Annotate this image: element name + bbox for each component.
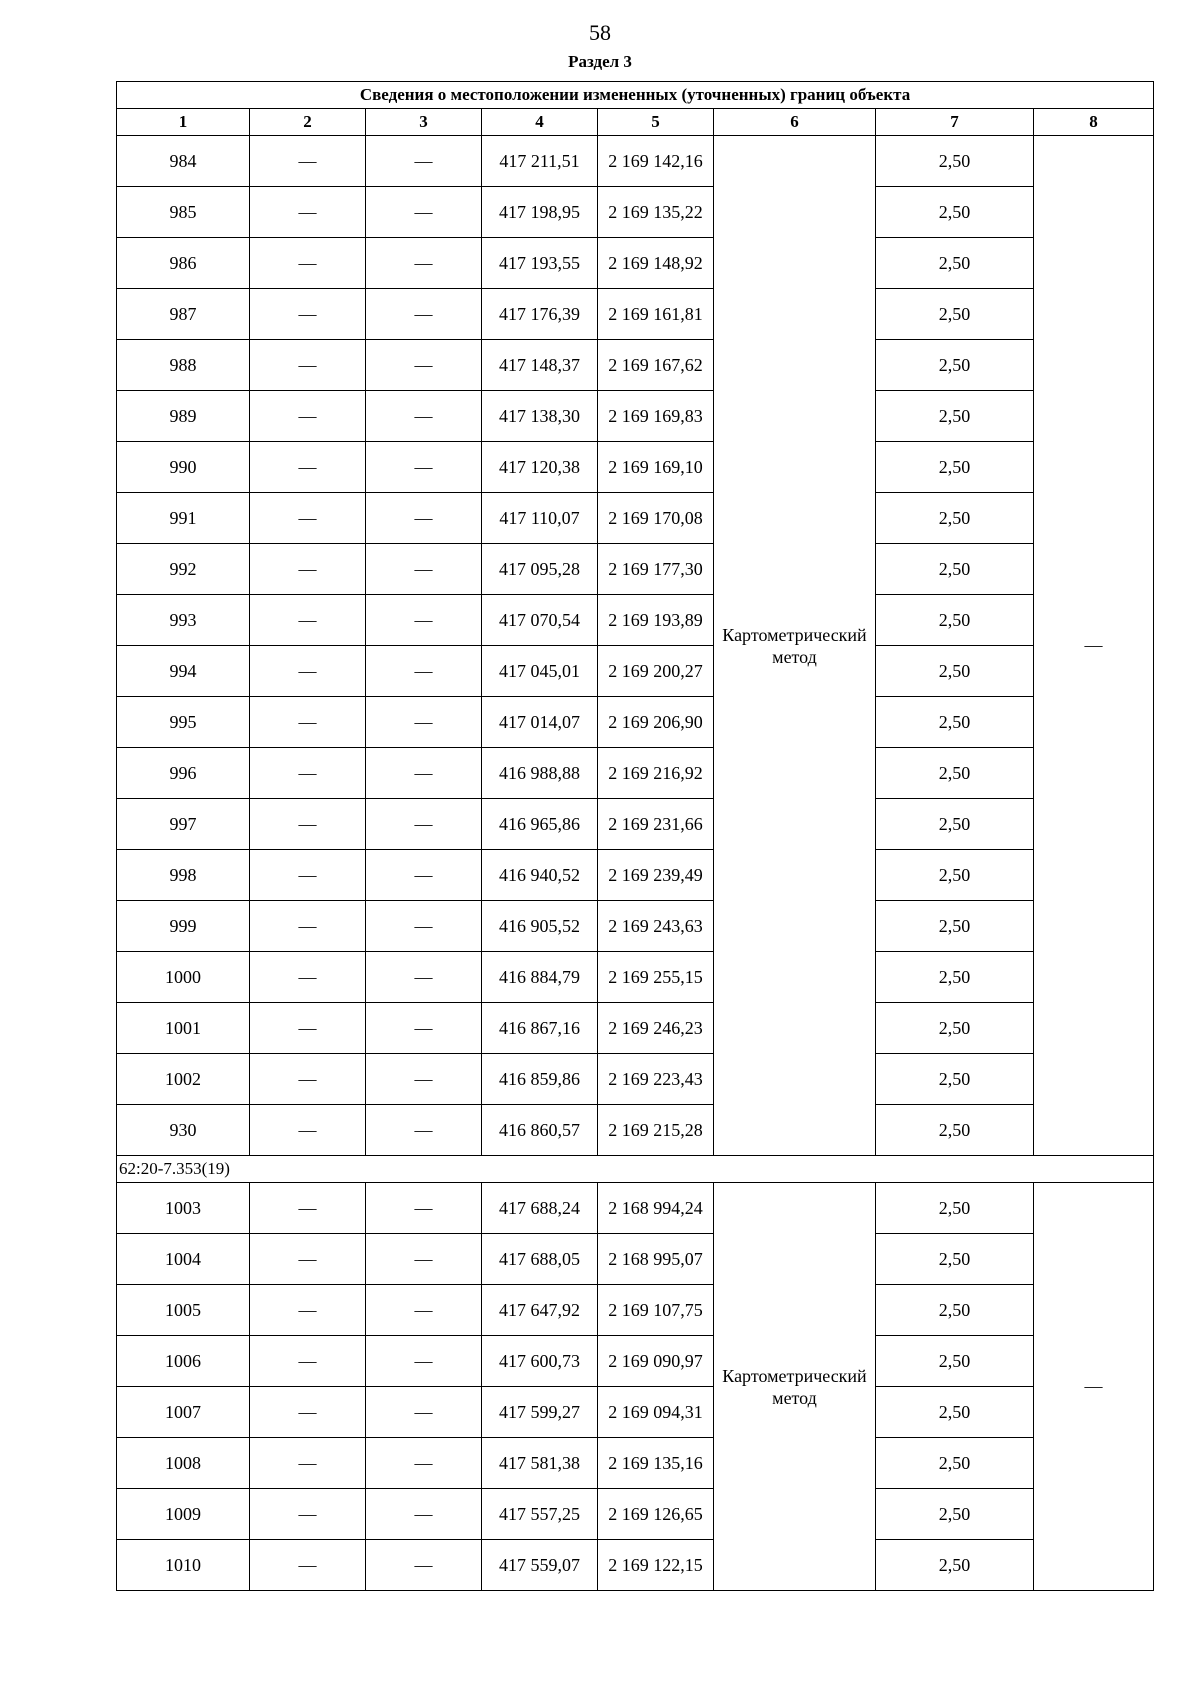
table-row <box>117 646 1154 697</box>
column-2-cell: — <box>250 1003 366 1054</box>
point-number-cell: 988 <box>117 340 250 391</box>
table-row <box>117 799 1154 850</box>
y-coordinate-cell: 2 169 223,43 <box>598 1054 714 1105</box>
column-2-cell: — <box>250 595 366 646</box>
x-coordinate-cell: 417 688,05 <box>482 1234 598 1285</box>
x-coordinate-cell: 417 599,27 <box>482 1387 598 1438</box>
column-3-cell: — <box>366 1105 482 1156</box>
point-number-cell: 997 <box>117 799 250 850</box>
point-number-cell: 1004 <box>117 1234 250 1285</box>
accuracy-cell: 2,50 <box>876 136 1034 187</box>
accuracy-cell: 2,50 <box>876 238 1034 289</box>
point-number-cell: 1002 <box>117 1054 250 1105</box>
table-row <box>117 391 1154 442</box>
x-coordinate-cell: 417 176,39 <box>482 289 598 340</box>
group-row <box>117 1156 1154 1183</box>
point-number-cell: 1009 <box>117 1489 250 1540</box>
table-row <box>117 1054 1154 1105</box>
point-number-cell: 1008 <box>117 1438 250 1489</box>
accuracy-cell: 2,50 <box>876 1003 1034 1054</box>
point-number-cell: 994 <box>117 646 250 697</box>
column-2-cell: — <box>250 1054 366 1105</box>
y-coordinate-cell: 2 169 200,27 <box>598 646 714 697</box>
table-row <box>117 289 1154 340</box>
column-2-cell: — <box>250 1105 366 1156</box>
y-coordinate-cell: 2 169 148,92 <box>598 238 714 289</box>
table-row <box>117 1489 1154 1540</box>
x-coordinate-cell: 417 070,54 <box>482 595 598 646</box>
accuracy-cell: 2,50 <box>876 289 1034 340</box>
column-2-cell: — <box>250 238 366 289</box>
y-coordinate-cell: 2 169 107,75 <box>598 1285 714 1336</box>
column-2-cell: — <box>250 1387 366 1438</box>
x-coordinate-cell: 417 559,07 <box>482 1540 598 1591</box>
point-number-cell: 998 <box>117 850 250 901</box>
x-coordinate-cell: 417 095,28 <box>482 544 598 595</box>
accuracy-cell: 2,50 <box>876 1489 1034 1540</box>
column-2-cell: — <box>250 850 366 901</box>
x-coordinate-cell: 417 688,24 <box>482 1183 598 1234</box>
x-coordinate-cell: 417 193,55 <box>482 238 598 289</box>
column-number-1: 1 <box>117 109 250 136</box>
table-row <box>117 442 1154 493</box>
column-number-8: 8 <box>1034 109 1154 136</box>
y-coordinate-cell: 2 169 206,90 <box>598 697 714 748</box>
column-3-cell: — <box>366 595 482 646</box>
y-coordinate-cell: 2 169 122,15 <box>598 1540 714 1591</box>
x-coordinate-cell: 417 581,38 <box>482 1438 598 1489</box>
column-2-cell: — <box>250 187 366 238</box>
y-coordinate-cell: 2 169 167,62 <box>598 340 714 391</box>
y-coordinate-cell: 2 169 255,15 <box>598 952 714 1003</box>
column-3-cell: — <box>366 187 482 238</box>
table-row <box>117 187 1154 238</box>
table-row <box>117 493 1154 544</box>
point-number-cell: 992 <box>117 544 250 595</box>
point-number-cell: 1001 <box>117 1003 250 1054</box>
point-number-cell: 984 <box>117 136 250 187</box>
column-2-cell: — <box>250 1234 366 1285</box>
x-coordinate-cell: 417 045,01 <box>482 646 598 697</box>
accuracy-cell: 2,50 <box>876 1285 1034 1336</box>
column-3-cell: — <box>366 1183 482 1234</box>
accuracy-cell: 2,50 <box>876 493 1034 544</box>
y-coordinate-cell: 2 169 090,97 <box>598 1336 714 1387</box>
column-3-cell: — <box>366 136 482 187</box>
x-coordinate-cell: 416 859,86 <box>482 1054 598 1105</box>
y-coordinate-cell: 2 169 246,23 <box>598 1003 714 1054</box>
column-3-cell: — <box>366 544 482 595</box>
table-body <box>117 136 1154 1591</box>
table-row <box>117 901 1154 952</box>
point-number-cell: 1005 <box>117 1285 250 1336</box>
column-2-cell: — <box>250 1285 366 1336</box>
method-cell: Картометрический метод <box>714 1183 876 1591</box>
y-coordinate-cell: 2 169 216,92 <box>598 748 714 799</box>
point-number-cell: 990 <box>117 442 250 493</box>
point-number-cell: 986 <box>117 238 250 289</box>
accuracy-cell: 2,50 <box>876 748 1034 799</box>
column-2-cell: — <box>250 1438 366 1489</box>
y-coordinate-cell: 2 169 231,66 <box>598 799 714 850</box>
point-number-cell: 1010 <box>117 1540 250 1591</box>
column-2-cell: — <box>250 646 366 697</box>
point-number-cell: 1000 <box>117 952 250 1003</box>
point-number-cell: 987 <box>117 289 250 340</box>
accuracy-cell: 2,50 <box>876 1183 1034 1234</box>
column-3-cell: — <box>366 340 482 391</box>
accuracy-cell: 2,50 <box>876 697 1034 748</box>
column-3-cell: — <box>366 289 482 340</box>
y-coordinate-cell: 2 169 126,65 <box>598 1489 714 1540</box>
section-title: Раздел 3 <box>568 52 632 71</box>
accuracy-cell: 2,50 <box>876 1438 1034 1489</box>
y-coordinate-cell: 2 169 135,22 <box>598 187 714 238</box>
column-2-cell: — <box>250 1489 366 1540</box>
point-number-cell: 1006 <box>117 1336 250 1387</box>
table-row <box>117 340 1154 391</box>
point-number-cell: 993 <box>117 595 250 646</box>
column-2-cell: — <box>250 391 366 442</box>
x-coordinate-cell: 417 198,95 <box>482 187 598 238</box>
x-coordinate-cell: 417 557,25 <box>482 1489 598 1540</box>
x-coordinate-cell: 416 860,57 <box>482 1105 598 1156</box>
y-coordinate-cell: 2 169 215,28 <box>598 1105 714 1156</box>
column-2-cell: — <box>250 1183 366 1234</box>
column-3-cell: — <box>366 1234 482 1285</box>
table-row <box>117 697 1154 748</box>
x-coordinate-cell: 416 965,86 <box>482 799 598 850</box>
column-number-6: 6 <box>714 109 876 136</box>
x-coordinate-cell: 417 110,07 <box>482 493 598 544</box>
accuracy-cell: 2,50 <box>876 1234 1034 1285</box>
column-3-cell: — <box>366 850 482 901</box>
table-row <box>117 1438 1154 1489</box>
column-3-cell: — <box>366 646 482 697</box>
accuracy-cell: 2,50 <box>876 595 1034 646</box>
table-row <box>117 748 1154 799</box>
column-2-cell: — <box>250 901 366 952</box>
y-coordinate-cell: 2 169 170,08 <box>598 493 714 544</box>
table-row <box>117 1387 1154 1438</box>
x-coordinate-cell: 416 940,52 <box>482 850 598 901</box>
accuracy-cell: 2,50 <box>876 1336 1034 1387</box>
column-2-cell: — <box>250 442 366 493</box>
column-2-cell: — <box>250 952 366 1003</box>
column-2-cell: — <box>250 493 366 544</box>
column-3-cell: — <box>366 901 482 952</box>
y-coordinate-cell: 2 169 243,63 <box>598 901 714 952</box>
table-row <box>117 1183 1154 1234</box>
column-3-cell: — <box>366 1003 482 1054</box>
accuracy-cell: 2,50 <box>876 544 1034 595</box>
accuracy-cell: 2,50 <box>876 1387 1034 1438</box>
column-2-cell: — <box>250 136 366 187</box>
accuracy-cell: 2,50 <box>876 850 1034 901</box>
column-3-cell: — <box>366 1540 482 1591</box>
column-number-5: 5 <box>598 109 714 136</box>
table-row <box>117 850 1154 901</box>
column-number-4: 4 <box>482 109 598 136</box>
table-row <box>117 1285 1154 1336</box>
column-8-cell: — <box>1034 1183 1154 1591</box>
y-coordinate-cell: 2 169 177,30 <box>598 544 714 595</box>
y-coordinate-cell: 2 168 994,24 <box>598 1183 714 1234</box>
table-row <box>117 1540 1154 1591</box>
column-3-cell: — <box>366 1489 482 1540</box>
accuracy-cell: 2,50 <box>876 340 1034 391</box>
table-row <box>117 1336 1154 1387</box>
x-coordinate-cell: 417 647,92 <box>482 1285 598 1336</box>
point-number-cell: 1007 <box>117 1387 250 1438</box>
point-number-cell: 996 <box>117 748 250 799</box>
table-row <box>117 595 1154 646</box>
accuracy-cell: 2,50 <box>876 952 1034 1003</box>
column-3-cell: — <box>366 952 482 1003</box>
point-number-cell: 985 <box>117 187 250 238</box>
x-coordinate-cell: 417 211,51 <box>482 136 598 187</box>
column-2-cell: — <box>250 1540 366 1591</box>
page-number: 58 <box>589 20 611 45</box>
table-row <box>117 952 1154 1003</box>
y-coordinate-cell: 2 169 135,16 <box>598 1438 714 1489</box>
column-2-cell: — <box>250 340 366 391</box>
x-coordinate-cell: 416 867,16 <box>482 1003 598 1054</box>
column-2-cell: — <box>250 289 366 340</box>
column-3-cell: — <box>366 1336 482 1387</box>
y-coordinate-cell: 2 169 239,49 <box>598 850 714 901</box>
column-2-cell: — <box>250 697 366 748</box>
y-coordinate-cell: 2 169 169,83 <box>598 391 714 442</box>
point-number-cell: 1003 <box>117 1183 250 1234</box>
coordinates-table <box>116 81 1154 1591</box>
column-3-cell: — <box>366 442 482 493</box>
accuracy-cell: 2,50 <box>876 1054 1034 1105</box>
column-2-cell: — <box>250 1336 366 1387</box>
accuracy-cell: 2,50 <box>876 187 1034 238</box>
column-number-3: 3 <box>366 109 482 136</box>
column-8-cell: — <box>1034 136 1154 1156</box>
table-row <box>117 1003 1154 1054</box>
accuracy-cell: 2,50 <box>876 901 1034 952</box>
x-coordinate-cell: 417 600,73 <box>482 1336 598 1387</box>
column-3-cell: — <box>366 1054 482 1105</box>
x-coordinate-cell: 417 120,38 <box>482 442 598 493</box>
column-number-row <box>117 109 1154 136</box>
method-cell: Картометрический метод <box>714 136 876 1156</box>
column-3-cell: — <box>366 799 482 850</box>
accuracy-cell: 2,50 <box>876 442 1034 493</box>
column-3-cell: — <box>366 1387 482 1438</box>
column-3-cell: — <box>366 238 482 289</box>
column-3-cell: — <box>366 1438 482 1489</box>
point-number-cell: 999 <box>117 901 250 952</box>
y-coordinate-cell: 2 169 193,89 <box>598 595 714 646</box>
column-2-cell: — <box>250 799 366 850</box>
x-coordinate-cell: 416 884,79 <box>482 952 598 1003</box>
y-coordinate-cell: 2 169 169,10 <box>598 442 714 493</box>
table-row <box>117 136 1154 187</box>
accuracy-cell: 2,50 <box>876 1105 1034 1156</box>
column-3-cell: — <box>366 391 482 442</box>
column-3-cell: — <box>366 493 482 544</box>
accuracy-cell: 2,50 <box>876 646 1034 697</box>
column-3-cell: — <box>366 748 482 799</box>
y-coordinate-cell: 2 168 995,07 <box>598 1234 714 1285</box>
x-coordinate-cell: 416 988,88 <box>482 748 598 799</box>
table-caption: Сведения о местоположении измененных (уточненных) границ объекта <box>117 82 1154 109</box>
x-coordinate-cell: 416 905,52 <box>482 901 598 952</box>
column-2-cell: — <box>250 544 366 595</box>
table-row <box>117 238 1154 289</box>
column-3-cell: — <box>366 1285 482 1336</box>
accuracy-cell: 2,50 <box>876 1540 1034 1591</box>
column-2-cell: — <box>250 748 366 799</box>
column-3-cell: — <box>366 697 482 748</box>
column-number-7: 7 <box>876 109 1034 136</box>
group-label: 62:20-7.353(19) <box>117 1156 1154 1183</box>
y-coordinate-cell: 2 169 094,31 <box>598 1387 714 1438</box>
x-coordinate-cell: 417 014,07 <box>482 697 598 748</box>
accuracy-cell: 2,50 <box>876 391 1034 442</box>
y-coordinate-cell: 2 169 142,16 <box>598 136 714 187</box>
point-number-cell: 995 <box>117 697 250 748</box>
column-number-2: 2 <box>250 109 366 136</box>
table-row <box>117 544 1154 595</box>
x-coordinate-cell: 417 138,30 <box>482 391 598 442</box>
point-number-cell: 989 <box>117 391 250 442</box>
y-coordinate-cell: 2 169 161,81 <box>598 289 714 340</box>
x-coordinate-cell: 417 148,37 <box>482 340 598 391</box>
table-row <box>117 1234 1154 1285</box>
table-row <box>117 1105 1154 1156</box>
accuracy-cell: 2,50 <box>876 799 1034 850</box>
point-number-cell: 991 <box>117 493 250 544</box>
point-number-cell: 930 <box>117 1105 250 1156</box>
